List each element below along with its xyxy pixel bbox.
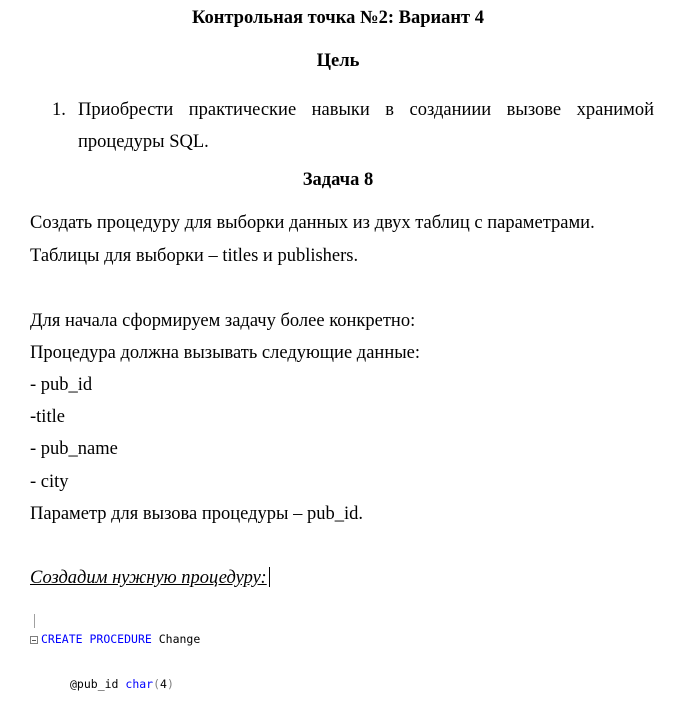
- collapse-minus-icon[interactable]: [30, 636, 38, 644]
- create-procedure-line[interactable]: [30, 567, 270, 589]
- field-list-item: - pub_name: [30, 439, 118, 459]
- code-keyword-create: CREATE: [41, 632, 83, 646]
- code-open-paren: (: [153, 677, 161, 691]
- code-keyword-procedure: PROCEDURE: [89, 632, 152, 646]
- create-procedure-text: Создадим нужную процедуру:: [30, 568, 267, 588]
- goal-item-text-line-1: Приобрести практические навыки в созданиии вызове хранимой: [78, 100, 654, 120]
- goal-list: [30, 94, 654, 158]
- code-procedure-name: Change: [158, 632, 201, 646]
- code-type-size: 4: [160, 677, 167, 691]
- code-indent-guide: [34, 614, 35, 628]
- code-line-1: [30, 632, 200, 647]
- task-heading: Задача 8: [302, 170, 374, 190]
- code-line-2: [30, 677, 200, 692]
- code-close-paren: ): [166, 677, 174, 691]
- code-snippet[interactable]: [30, 602, 200, 722]
- goal-item: [30, 94, 654, 158]
- field-list-item: -title: [30, 407, 65, 427]
- task-description-line-1: Создать процедуру для выборки данных из двух таблиц с параметрами.: [30, 213, 595, 233]
- code-parameter-name: @pub_id: [70, 677, 119, 691]
- field-list-item: - pub_id: [30, 375, 93, 395]
- text-cursor: [269, 567, 270, 587]
- parameter-line: Параметр для вызова процедуры – pub_id.: [30, 504, 363, 524]
- intro-line-2: Процедура должна вызывать следующие данные:: [30, 343, 420, 363]
- code-type-name: char: [125, 677, 154, 691]
- goal-item-number: 1.: [52, 100, 66, 120]
- intro-line-1: Для начала сформируем задачу более конкретно:: [30, 311, 416, 331]
- document-title: Контрольная точка №2: Вариант 4: [191, 8, 485, 28]
- task-description-line-2: Таблицы для выборки – titles и publishers.: [30, 246, 359, 266]
- goal-heading: Цель: [316, 51, 360, 71]
- goal-item-text-line-2: процедуры SQL.: [78, 132, 209, 152]
- field-list-item: - city: [30, 472, 69, 492]
